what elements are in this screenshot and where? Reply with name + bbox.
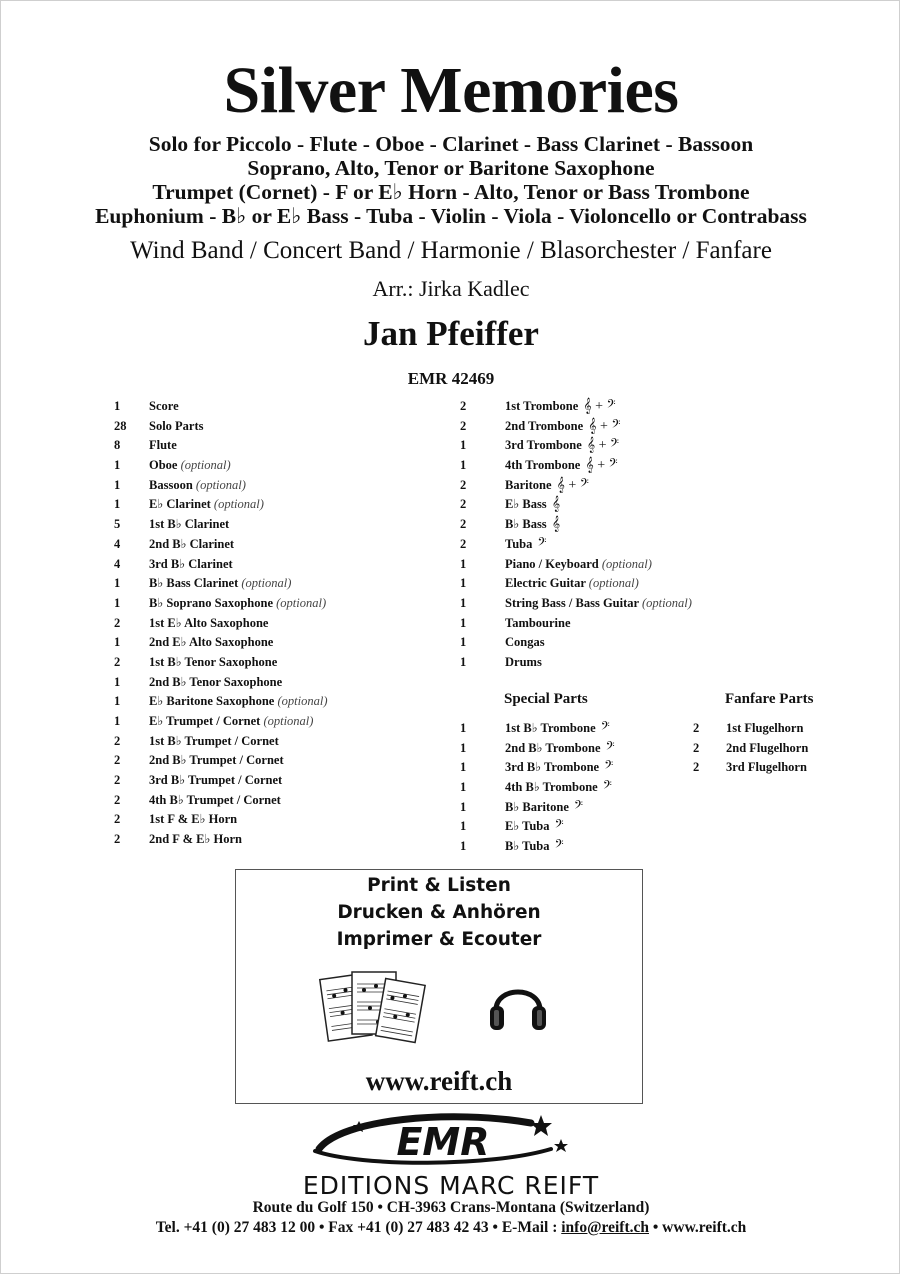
part-quantity: 2 — [114, 733, 121, 748]
part-entry — [149, 692, 328, 712]
part-name: Bassoon — [149, 477, 193, 492]
promo-line-french: Imprimer & Ecouter — [336, 929, 542, 950]
clef-icon: 𝄞 + 𝄢 — [588, 418, 621, 434]
clef-icon: 𝄞 + 𝄢 — [556, 477, 589, 493]
part-entry — [149, 476, 246, 496]
part-row — [114, 574, 434, 594]
part-row — [114, 732, 434, 752]
optional-note: (optional) — [241, 576, 292, 591]
catalog-number: EMR 42469 — [407, 369, 495, 388]
part-row — [460, 535, 790, 555]
part-quantity: 1 — [114, 576, 121, 591]
clef-icon: 𝄢 — [554, 819, 564, 835]
optional-note: (optional) — [588, 576, 639, 591]
clef-icon: 𝄢 — [604, 760, 614, 776]
part-quantity: 1 — [460, 799, 467, 814]
part-entry — [726, 719, 803, 739]
part-row — [114, 771, 434, 791]
email-link[interactable]: info@reift.ch — [561, 1219, 649, 1236]
part-row — [114, 495, 434, 515]
part-row — [693, 719, 853, 739]
part-entry — [505, 436, 619, 456]
part-quantity: 1 — [114, 595, 121, 610]
part-name: 1st F & E♭ Horn — [149, 812, 238, 827]
part-row — [460, 515, 790, 535]
part-row — [693, 739, 853, 759]
part-entry — [505, 719, 610, 739]
part-row — [460, 778, 660, 798]
optional-note: (optional) — [180, 458, 231, 473]
arranger: Arr.: Jirka Kadlec — [372, 276, 530, 301]
part-row — [114, 751, 434, 771]
part-quantity: 1 — [114, 477, 121, 492]
part-name: E♭ Tuba — [505, 819, 550, 834]
part-entry — [149, 515, 229, 535]
part-quantity: 2 — [114, 773, 121, 788]
part-row — [460, 397, 790, 417]
part-name: B♭ Baritone — [505, 799, 569, 814]
optional-note: (optional) — [641, 595, 692, 610]
print-listen-box — [235, 869, 643, 1104]
part-quantity: 1 — [460, 760, 467, 775]
clef-icon: 𝄢 — [605, 740, 615, 756]
part-quantity: 28 — [114, 418, 127, 433]
part-row — [460, 758, 660, 778]
part-name: 2nd B♭ Trumpet / Cornet — [149, 753, 284, 768]
part-entry — [505, 515, 560, 535]
part-name: 2nd E♭ Alto Saxophone — [149, 635, 274, 650]
part-entry — [149, 594, 326, 614]
clef-icon: 𝄢 — [600, 721, 610, 736]
part-quantity: 2 — [460, 418, 467, 433]
part-quantity: 1 — [114, 399, 121, 413]
part-quantity: 2 — [460, 477, 467, 492]
optional-note: (optional) — [213, 497, 264, 512]
part-name: E♭ Baritone Saxophone — [149, 694, 275, 709]
part-quantity: 2 — [114, 654, 121, 669]
part-quantity: 2 — [460, 536, 467, 551]
clef-icon: 𝄞 + 𝄢 — [585, 458, 618, 474]
publisher-address: Route du Golf 150 • CH-3963 Crans-Montana (Switzerland) — [252, 1199, 650, 1216]
fanfare-parts-list — [693, 719, 853, 778]
part-row — [114, 791, 434, 811]
part-quantity: 4 — [114, 556, 121, 571]
part-name: Baritone — [505, 477, 552, 492]
part-row — [460, 495, 790, 515]
clef-icon: 𝄞 — [551, 497, 561, 513]
part-entry — [149, 456, 231, 476]
instrumentation-line-4: Euphonium - B♭ or E♭ Bass - Tuba - Violin - Viola - Violoncello or Contrabass — [95, 204, 807, 228]
part-name: 1st B♭ Trombone — [505, 721, 596, 735]
part-quantity: 2 — [114, 615, 121, 630]
part-quantity: 1 — [460, 556, 467, 571]
promo-line-english: Print & Listen — [367, 875, 511, 896]
part-name: Flute — [149, 438, 177, 453]
instrumentation-line-1: Solo for Piccolo - Flute - Oboe - Clarinet - Bass Clarinet - Bassoon — [148, 132, 754, 156]
part-entry — [505, 456, 618, 476]
part-name: E♭ Trumpet / Cornet — [149, 714, 261, 728]
part-name: 1st B♭ Clarinet — [149, 517, 230, 532]
part-entry — [149, 397, 179, 417]
special-parts-list — [460, 719, 660, 857]
part-name: 2nd F & E♭ Horn — [149, 832, 242, 847]
part-quantity: 1 — [460, 615, 467, 630]
part-row — [460, 633, 790, 653]
part-row — [693, 758, 853, 778]
contact-website: • www.reift.ch — [649, 1219, 747, 1236]
part-name: 2nd B♭ Tenor Saxophone — [149, 674, 283, 689]
website-link[interactable]: www.reift.ch — [365, 1066, 513, 1096]
part-quantity: 1 — [460, 654, 467, 669]
part-entry — [505, 817, 564, 837]
part-row — [460, 436, 790, 456]
optional-note: (optional) — [195, 477, 246, 492]
part-quantity: 1 — [460, 576, 467, 591]
part-entry — [505, 653, 542, 673]
part-name: 1st E♭ Alto Saxophone — [149, 615, 269, 630]
part-name: 4th B♭ Trumpet / Cornet — [149, 792, 281, 807]
part-entry — [505, 397, 616, 417]
part-quantity: 1 — [460, 839, 467, 854]
part-entry — [505, 614, 571, 634]
part-name: String Bass / Bass Guitar — [505, 595, 639, 610]
part-quantity: 2 — [114, 832, 121, 847]
part-row — [460, 653, 790, 673]
part-entry — [505, 476, 589, 496]
instrumentation-line-3: Trumpet (Cornet) - F or E♭ Horn - Alto, Tenor or Bass Trombone — [152, 180, 750, 204]
part-entry — [505, 739, 615, 759]
part-quantity: 2 — [460, 517, 467, 532]
part-name: 3rd B♭ Clarinet — [149, 556, 233, 571]
part-row — [114, 436, 434, 456]
part-entry — [726, 758, 807, 778]
part-name: E♭ Bass — [505, 497, 547, 512]
part-row — [114, 594, 434, 614]
publisher-name: EDITIONS MARC REIFT — [302, 1171, 600, 1200]
optional-note: (optional) — [277, 694, 328, 709]
part-row — [460, 417, 790, 437]
part-entry — [149, 495, 264, 515]
part-entry — [505, 574, 639, 594]
part-name: B♭ Tuba — [505, 839, 550, 854]
part-name: Solo Parts — [149, 418, 204, 433]
part-row — [114, 692, 434, 712]
parts-list-right — [460, 397, 790, 673]
part-row — [114, 555, 434, 575]
part-quantity: 2 — [460, 497, 467, 512]
part-row — [114, 673, 434, 693]
part-entry — [149, 555, 233, 575]
part-row — [114, 515, 434, 535]
part-row — [114, 810, 434, 830]
part-entry — [149, 436, 177, 456]
part-entry — [505, 837, 564, 857]
part-name: B♭ Bass Clarinet — [149, 576, 239, 591]
part-row — [114, 417, 434, 437]
contact-phone-fax: Tel. +41 (0) 27 483 12 00 • Fax +41 (0) 27 483 42 43 • E-Mail : — [155, 1219, 562, 1236]
special-parts-title: Special Parts — [504, 691, 588, 707]
part-entry — [149, 830, 242, 850]
part-name: 2nd Trombone — [505, 418, 584, 433]
publisher-contact — [1, 1219, 900, 1237]
emr-logo — [301, 1109, 601, 1169]
part-row — [114, 712, 434, 732]
part-entry — [505, 758, 613, 778]
part-entry — [505, 555, 652, 575]
part-quantity: 2 — [693, 740, 700, 755]
part-quantity: 2 — [693, 721, 700, 735]
ensemble-types: Wind Band / Concert Band / Harmonie / Blasorchester / Fanfare — [130, 237, 772, 264]
part-quantity: 1 — [114, 497, 121, 512]
composer: Jan Pfeiffer — [363, 314, 539, 353]
part-name: Electric Guitar — [505, 576, 586, 591]
part-name: 3rd Trombone — [505, 438, 582, 453]
parts-list-left — [114, 397, 434, 850]
part-name: 1st B♭ Tenor Saxophone — [149, 654, 278, 669]
part-entry — [505, 495, 560, 515]
part-name: 3rd B♭ Trumpet / Cornet — [149, 773, 283, 788]
part-quantity: 8 — [114, 438, 121, 453]
part-quantity: 2 — [460, 399, 467, 413]
clef-icon: 𝄞 + 𝄢 — [583, 399, 616, 414]
promo-line-german: Drucken & Anhören — [337, 902, 541, 923]
part-row — [114, 633, 434, 653]
optional-note: (optional) — [601, 556, 652, 571]
part-entry — [505, 778, 612, 798]
optional-note: (optional) — [276, 595, 327, 610]
part-row — [460, 837, 660, 857]
part-name: 3rd Flugelhorn — [726, 760, 807, 775]
part-name: Tambourine — [505, 615, 571, 630]
part-entry — [505, 594, 692, 614]
part-row — [460, 574, 790, 594]
part-entry — [149, 417, 204, 437]
part-quantity: 2 — [693, 760, 700, 775]
part-entry — [149, 633, 273, 653]
part-name: E♭ Clarinet — [149, 497, 211, 512]
part-entry — [149, 614, 268, 634]
part-row — [460, 614, 790, 634]
headphones-icon — [486, 972, 550, 1038]
part-row — [114, 476, 434, 496]
part-entry — [149, 574, 291, 594]
clef-icon: 𝄢 — [602, 780, 612, 796]
part-name: 3rd B♭ Trombone — [505, 760, 600, 775]
part-quantity: 1 — [460, 595, 467, 610]
part-row — [114, 830, 434, 850]
part-name: Oboe — [149, 458, 178, 473]
part-row — [460, 456, 790, 476]
part-row — [114, 456, 434, 476]
clef-icon: 𝄞 + 𝄢 — [586, 438, 620, 454]
part-row — [460, 739, 660, 759]
part-quantity: 1 — [460, 780, 467, 795]
part-row — [460, 594, 790, 614]
part-name: 4th B♭ Trombone — [505, 780, 598, 795]
part-entry — [149, 653, 277, 673]
part-entry — [505, 633, 545, 653]
part-row — [114, 535, 434, 555]
part-quantity: 2 — [114, 812, 121, 827]
part-entry — [149, 535, 234, 555]
part-quantity: 1 — [114, 674, 121, 689]
sheet-music-icon — [318, 968, 428, 1048]
part-row — [460, 719, 660, 739]
clef-icon: 𝄢 — [554, 839, 564, 855]
part-entry — [505, 417, 620, 437]
part-quantity: 4 — [114, 536, 121, 551]
part-entry — [726, 739, 808, 759]
clef-icon: 𝄞 — [551, 517, 561, 533]
fanfare-parts-title: Fanfare Parts — [725, 691, 814, 707]
part-name: Score — [149, 399, 179, 413]
part-entry — [149, 791, 281, 811]
part-entry — [149, 712, 313, 732]
optional-note: (optional) — [263, 714, 314, 728]
part-quantity: 1 — [460, 819, 467, 834]
part-entry — [149, 751, 284, 771]
part-quantity: 1 — [114, 458, 121, 473]
part-entry — [505, 535, 546, 555]
part-quantity: 5 — [114, 517, 121, 532]
part-entry — [149, 810, 237, 830]
part-quantity: 1 — [460, 635, 467, 650]
part-row — [460, 555, 790, 575]
part-name: 2nd Flugelhorn — [726, 740, 809, 755]
part-quantity: 2 — [114, 792, 121, 807]
part-entry — [149, 732, 279, 752]
part-name: Tuba — [505, 536, 533, 551]
part-row — [114, 397, 434, 417]
part-name: B♭ Soprano Saxophone — [149, 595, 273, 610]
svg-text:EMR: EMR — [396, 1120, 490, 1164]
part-quantity: 1 — [460, 438, 467, 453]
clef-icon: 𝄢 — [537, 536, 547, 552]
part-quantity: 1 — [460, 740, 467, 755]
part-entry — [505, 798, 583, 818]
part-entry — [149, 673, 282, 693]
piece-title: Silver Memories — [223, 54, 679, 127]
part-name: 1st B♭ Trumpet / Cornet — [149, 733, 279, 748]
part-row — [114, 614, 434, 634]
part-name: 1st Trombone — [505, 399, 579, 413]
part-quantity: 1 — [114, 714, 121, 728]
part-quantity: 1 — [114, 635, 121, 650]
part-name: 2nd B♭ Clarinet — [149, 536, 235, 551]
part-name: Piano / Keyboard — [505, 556, 599, 571]
part-row — [114, 653, 434, 673]
part-name: 4th Trombone — [505, 458, 581, 473]
clef-icon: 𝄢 — [574, 799, 584, 815]
instrumentation-line-2: Soprano, Alto, Tenor or Baritone Saxophone — [247, 156, 655, 180]
part-quantity: 1 — [460, 721, 467, 735]
part-quantity: 1 — [114, 694, 121, 709]
part-quantity: 2 — [114, 753, 121, 768]
part-name: Congas — [505, 635, 545, 650]
part-entry — [149, 771, 282, 791]
part-name: 1st Flugelhorn — [726, 721, 804, 735]
part-row — [460, 476, 790, 496]
part-name: B♭ Bass — [505, 517, 547, 532]
part-name: 2nd B♭ Trombone — [505, 740, 601, 755]
part-row — [460, 798, 660, 818]
part-row — [460, 817, 660, 837]
part-name: Drums — [505, 654, 542, 669]
part-quantity: 1 — [460, 458, 467, 473]
